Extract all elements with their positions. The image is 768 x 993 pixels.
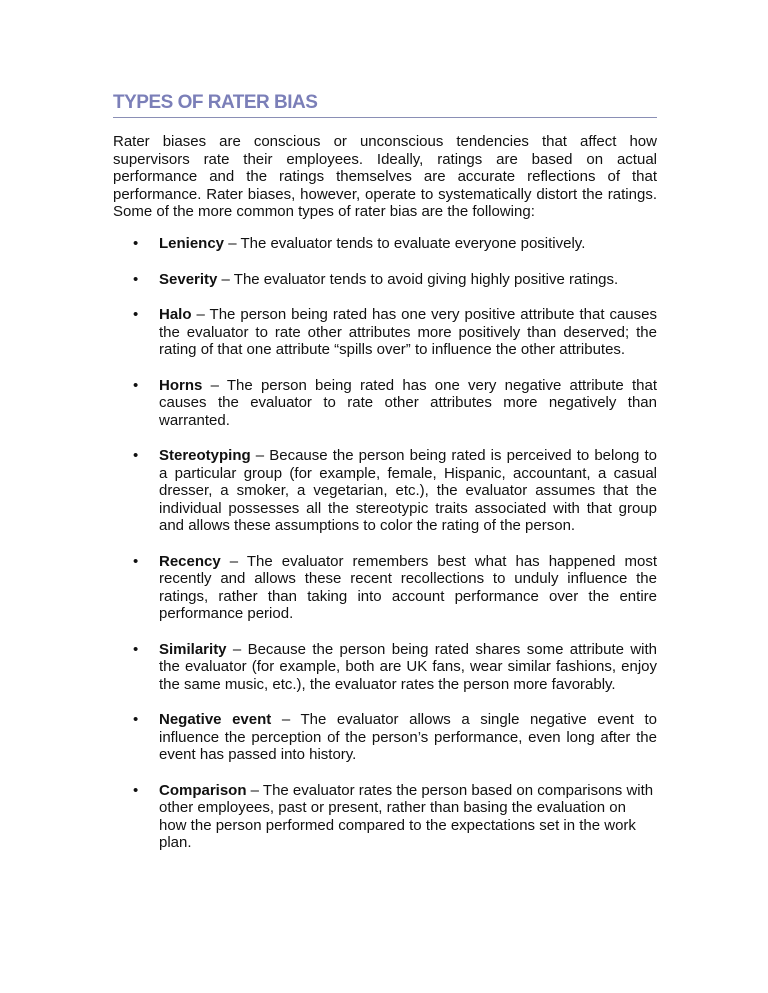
bias-term: Similarity <box>159 640 227 658</box>
list-item-severity <box>113 271 657 289</box>
bullet-icon: • <box>133 552 139 570</box>
bias-description: – The evaluator remembers best what has happened most recently and allows these recent recollections to unduly influence the ratings, rather than taking into account performance over the entire performance period. <box>159 552 657 622</box>
bias-term: Stereotyping <box>159 447 251 464</box>
bias-description: – The evaluator tends to avoid giving highly positive ratings. <box>217 270 619 288</box>
list-item-stereotyping <box>113 447 657 535</box>
list-item-recency <box>113 553 657 623</box>
bullet-icon: • <box>133 235 139 252</box>
list-item-similarity <box>113 641 657 694</box>
bias-description: – The evaluator rates the person based on comparisons with other employees, past or present, rather than basing the evaluation on how the person performed compared to the expectations set in the work plan. <box>159 781 654 851</box>
bias-term: Leniency <box>159 235 225 252</box>
bullet-icon: • <box>133 376 139 394</box>
bullet-icon: • <box>133 270 139 288</box>
bias-term: Recency <box>159 552 221 570</box>
bias-description: – The evaluator tends to evaluate everyone positively. <box>224 235 586 252</box>
list-item-horns <box>113 377 657 430</box>
list-item-leniency <box>113 235 657 253</box>
bias-description: – The evaluator allows a single negative event to influence the perception of the person’s performance, even long after the event has passed into history. <box>159 711 657 763</box>
list-item-negative-event <box>113 711 657 764</box>
page-title: TYPES OF RATER BIAS <box>113 92 318 113</box>
list-item-comparison <box>113 782 657 852</box>
bias-description: – Because the person being rated shares some attribute with the evaluator (for example, both are UK fans, wear similar fashions, enjoy the same music, etc.), the evaluator rates the person more favorably. <box>159 640 657 693</box>
section-heading <box>113 92 657 118</box>
bias-description: – Because the person being rated is perceived to belong to a particular group (for example, female, Hispanic, accountant, a casual dresser, a smoker, a vegetarian, etc.), the evaluator assumes that the individual possesses all the stereotypic traits associated with that group and allows these assumptions to color the rating of the person. <box>159 447 657 534</box>
bias-term: Halo <box>159 306 192 323</box>
bias-term: Horns <box>159 376 203 394</box>
bullet-icon: • <box>133 711 139 728</box>
bias-term: Severity <box>159 270 218 288</box>
bias-term: Comparison <box>159 781 247 799</box>
bias-description: – The person being rated has one very negative attribute that causes the evaluator to rate other attributes more negatively than warranted. <box>159 376 657 429</box>
bullet-icon: • <box>133 447 139 464</box>
intro-paragraph: Rater biases are conscious or unconscious tendencies that affect how supervisors rate their employees. Ideally, ratings are based on actual performance and the ratings themselves are accurate reflections of that performance. Rater biases, however, operate to systematically distort the ratings. Some of the more common types of rater bias are the following: <box>113 133 657 220</box>
list-item-halo <box>113 306 657 359</box>
bullet-icon: • <box>133 306 139 323</box>
bias-list <box>113 235 657 870</box>
bias-description: – The person being rated has one very positive attribute that causes the evaluator to rate other attributes more positively than deserved; the rating of that one attribute “spills over” to influence the other attributes. <box>159 306 657 358</box>
bullet-icon: • <box>133 640 139 658</box>
bias-term: Negative event <box>159 711 272 728</box>
bullet-icon: • <box>133 781 139 799</box>
